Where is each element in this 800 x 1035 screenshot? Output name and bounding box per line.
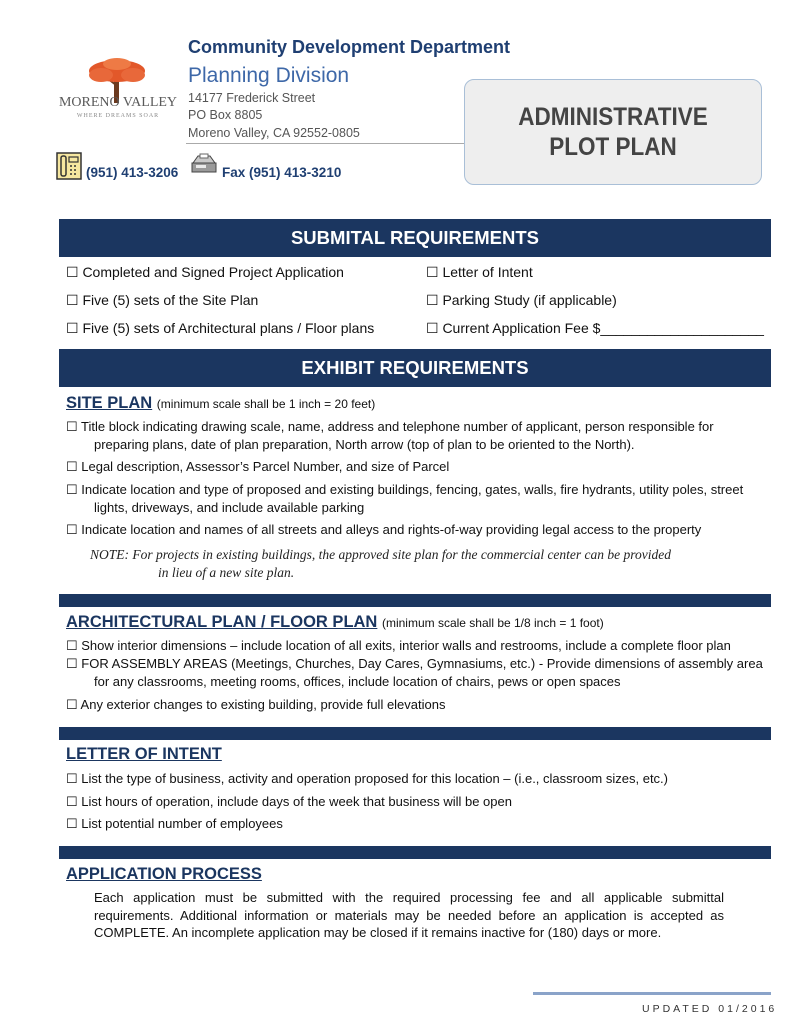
checklist-item[interactable]: ☐ Show interior dimensions – include location of all exits, interior walls and restrooms, include a complete floor plan: [66, 638, 731, 653]
checkbox-item[interactable]: ☐ Five (5) sets of Architectural plans / Floor plans: [66, 320, 375, 336]
checkbox-item[interactable]: ☐ Five (5) sets of the Site Plan: [66, 292, 259, 308]
fax-number: Fax (951) 413-3210: [222, 165, 342, 180]
phone-number: (951) 413-3206: [86, 165, 179, 180]
site-plan-note-line2: in lieu of a new site plan.: [158, 565, 295, 580]
department-name: Community Development Department: [188, 37, 511, 57]
letter-of-intent-heading: [66, 745, 222, 764]
checklist-item[interactable]: [66, 481, 764, 517]
section-divider: [59, 846, 771, 859]
form-title-box: [464, 79, 762, 185]
application-process-title: APPLICATION PROCESS: [66, 865, 262, 883]
checklist-item[interactable]: ☐ Any exterior changes to existing building, provide full elevations: [66, 697, 446, 712]
site-plan-scale: (minimum scale shall be 1 inch = 20 feet): [156, 397, 376, 411]
checkbox-item[interactable]: ☐ Completed and Signed Project Application: [66, 264, 344, 280]
checkbox-item[interactable]: ☐ Parking Study (if applicable): [426, 292, 617, 308]
submittal-requirements-banner: SUBMITAL REQUIREMENTS: [59, 219, 771, 257]
checklist-item-text: ☐ Indicate location and type of proposed and existing buildings, fencing, gates, walls, fire hydrants, utility poles, street: [66, 482, 744, 497]
application-process-heading: [66, 865, 262, 884]
updated-date: UPDATED 01/2016: [642, 1003, 778, 1015]
letter-of-intent-title: LETTER OF INTENT: [66, 745, 222, 763]
checklist-item-continuation: for any classrooms, meeting rooms, offices, include location of chairs, pews or open spaces: [94, 674, 621, 689]
arch-plan-scale: (minimum scale shall be 1/8 inch = 1 foot): [381, 616, 604, 630]
arch-plan-title: ARCHITECTURAL PLAN / FLOOR PLAN: [66, 613, 378, 631]
form-title-line2: PLOT PLAN: [549, 133, 677, 161]
logo-text: MORENO VALLEY: [58, 95, 178, 110]
address-street: 14177 Frederick Street: [188, 91, 316, 105]
checklist-item-text: ☐ Title block indicating drawing scale, name, address and telephone number of applicant, person responsible for: [66, 419, 714, 434]
checklist-item[interactable]: ☐ List hours of operation, include days of the week that business will be open: [66, 794, 512, 809]
arch-plan-heading: [66, 613, 604, 632]
header-divider: [186, 143, 466, 144]
telephone-icon: [56, 152, 82, 180]
section-divider: [59, 727, 771, 740]
site-plan-heading: [66, 394, 375, 413]
checklist-item[interactable]: ☐ Indicate location and names of all streets and alleys and rights-of-way providing legal access to the property: [66, 522, 702, 537]
address-po-box: PO Box 8805: [188, 108, 263, 122]
logo-tagline: WHERE DREAMS SOAR: [76, 113, 160, 119]
checklist-item[interactable]: [66, 418, 764, 454]
fax-machine-icon: [190, 153, 218, 175]
site-plan-note-line1: NOTE: For projects in existing buildings, the approved site plan for the commercial center can be provided: [90, 547, 672, 562]
checkbox-item-fee[interactable]: ☐ Current Application Fee $_____________________: [426, 320, 764, 336]
section-divider: [59, 594, 771, 607]
city-logo: [57, 57, 179, 125]
division-name: Planning Division: [188, 64, 350, 87]
checklist-item-continuation: preparing plans, date of plan preparation, North arrow (top of plan to be oriented to the North).: [94, 437, 635, 452]
site-plan-title: SITE PLAN: [66, 394, 153, 412]
footer-divider: [533, 992, 771, 995]
checklist-item-text: ☐ FOR ASSEMBLY AREAS (Meetings, Churches, Day Cares, Gymnasiums, etc.) - Provide dimensions of assembly area: [66, 656, 763, 671]
form-title-line1: ADMINISTRATIVE: [518, 103, 708, 131]
checklist-item[interactable]: ☐ List potential number of employees: [66, 816, 283, 831]
checklist-item[interactable]: ☐ Legal description, Assessor’s Parcel Number, and size of Parcel: [66, 459, 450, 474]
exhibit-requirements-banner: EXHIBIT REQUIREMENTS: [59, 349, 771, 387]
checklist-item-continuation: lights, driveways, and include available parking: [94, 500, 365, 515]
checklist-item[interactable]: ☐ List the type of business, activity and operation proposed for this location – (i.e., classroom sizes, etc.): [66, 771, 668, 786]
checklist-item[interactable]: [66, 655, 764, 691]
address-city: Moreno Valley, CA 92552-0805: [188, 126, 360, 140]
application-process-text: Each application must be submitted with the required processing fee and all applicable submittal requirements. Additional information or materials may be needed before an application is accepted as COMPLETE. An incomplete application may be closed if it remains inactive for (180) days or more.: [94, 890, 724, 940]
checkbox-item[interactable]: ☐ Letter of Intent: [426, 264, 533, 280]
